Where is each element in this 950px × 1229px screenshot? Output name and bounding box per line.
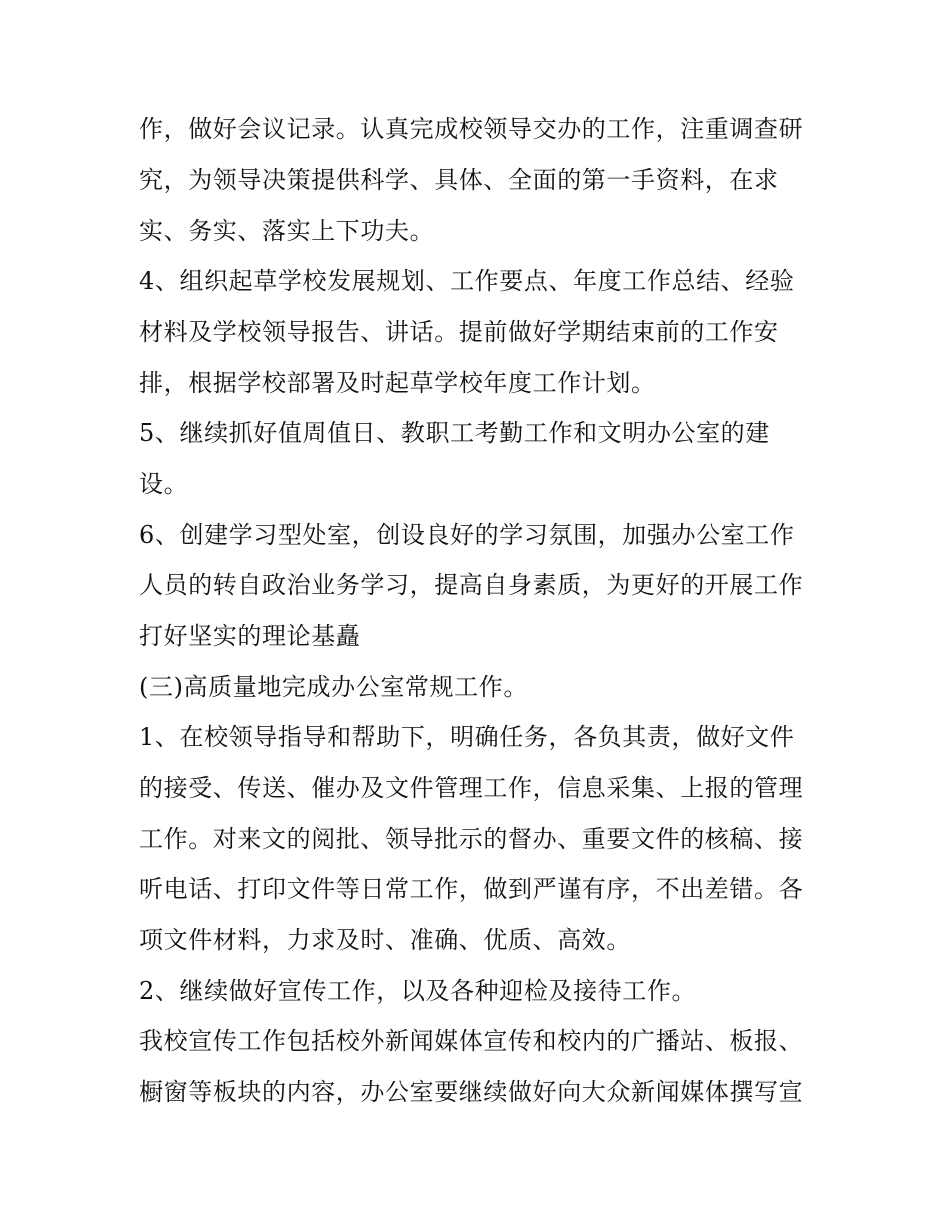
text-line: 材料及学校领导报告、讲话。提前做好学期结束前的工作安 <box>139 318 779 346</box>
text-line: 工作。对来文的阅批、领导批示的督办、重要文件的核稿、接 <box>139 825 804 853</box>
text-line: 究，为领导决策提供科学、具体、全面的第一手资料，在求 <box>139 166 779 194</box>
list-item-5: 5、继续抓好值周值日、教职工考勤工作和文明办公室的建 <box>139 419 770 447</box>
list-item-4: 4、组织起草学校发展规划、工作要点、年度工作总结、经验 <box>139 267 795 295</box>
text-line: 打好坚实的理论基矗 <box>139 622 361 650</box>
text-line: 橱窗等板块的内容，办公室要继续做好向大众新闻媒体撰写宣 <box>139 1078 804 1106</box>
list-item-6: 6、创建学习型处室，创设良好的学习氛围，加强办公室工作 <box>139 521 795 549</box>
text-line: 作，做好会议记录。认真完成校领导交办的工作，注重调查研 <box>139 115 804 143</box>
text-line: 项文件材料，力求及时、准确、优质、高效。 <box>139 926 631 954</box>
text-line: 我校宣传工作包括校外新闻媒体宣传和校内的广播站、板报、 <box>139 1027 804 1055</box>
text-line: 排，根据学校部署及时起草学校年度工作计划。 <box>139 369 656 397</box>
text-line: 的接受、传送、催办及文件管理工作，信息采集、上报的管理 <box>139 774 804 802</box>
list-item-2: 2、继续做好宣传工作，以及各种迎检及接待工作。 <box>139 977 697 1005</box>
text-line: 设。 <box>139 470 189 498</box>
section-heading: (三)高质量地完成办公室常规工作。 <box>139 673 528 701</box>
text-line: 人员的转自政治业务学习，提高自身素质，为更好的开展工作 <box>139 571 804 599</box>
text-line: 实、务实、落实上下功夫。 <box>139 217 435 245</box>
list-item-1: 1、在校领导指导和帮助下，明确任务，各负其责，做好文件 <box>139 723 795 751</box>
text-line: 听电话、打印文件等日常工作，做到严谨有序，不出差错。各 <box>139 875 804 903</box>
